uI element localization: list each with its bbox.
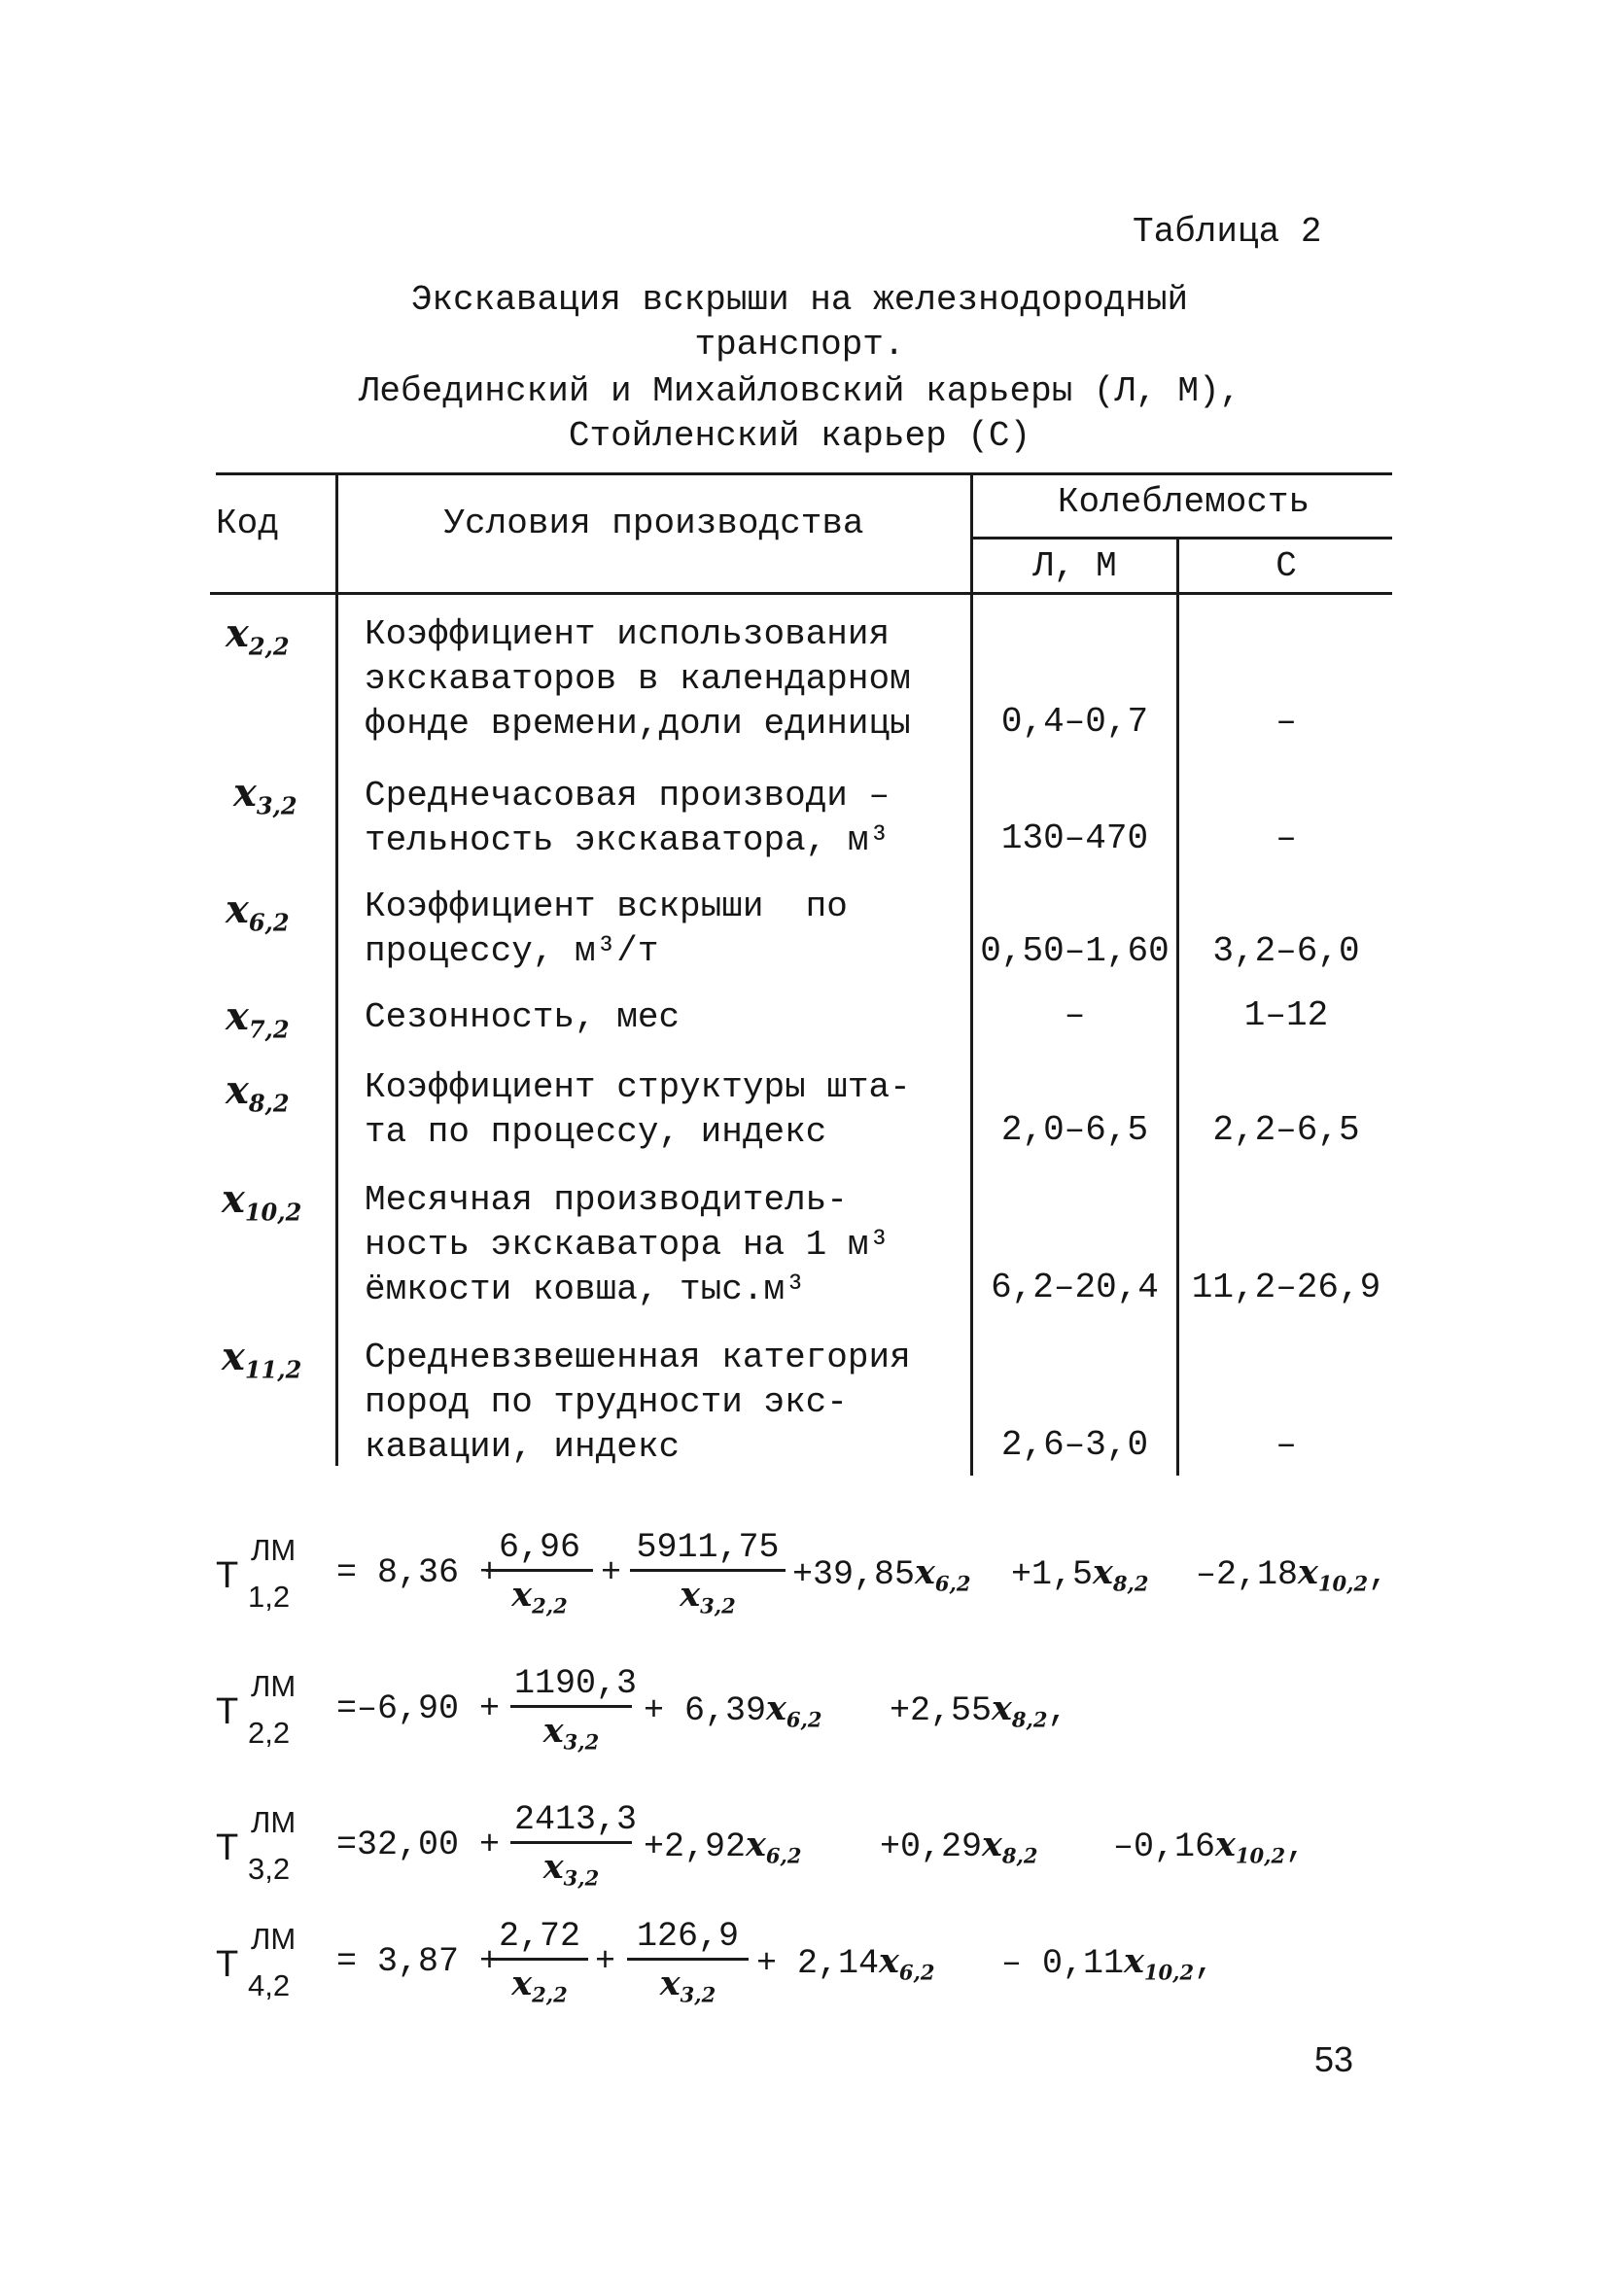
formula-symbol: T: [216, 1827, 239, 1868]
formula-lead: = 8,36 +: [336, 1553, 501, 1592]
formula-superscript: ЛМ: [251, 1533, 297, 1567]
column-rule-code: [335, 474, 338, 1466]
row-condition: Средневзвешенная категория пород по трудности экс- кавации, индекс: [365, 1338, 911, 1467]
formula-subscript: 4,2: [248, 1968, 291, 2002]
formula-term: + $6,39x_{6,2}$: [644, 1688, 822, 1732]
formula-superscript: ЛМ: [251, 1922, 297, 1956]
formula-term: $+0,29x_{8,2}$: [880, 1825, 1038, 1868]
row-condition: Коэффициент вскрыши по процессу, м³/т: [365, 887, 848, 971]
formula-term: $+1,5x_{8,2}$: [1011, 1552, 1149, 1596]
formula-lead: =–6,90 +: [336, 1689, 501, 1728]
header-variability: Колеблемость: [1057, 482, 1310, 522]
row-code: $x_{8,2}$: [226, 1067, 290, 1118]
row-condition: Сезонность, мес: [365, 997, 681, 1037]
table-title-line-1: Экскавация вскрыши на железнодородный: [410, 280, 1189, 320]
formula-operator: +: [595, 1942, 616, 1981]
row-value-lm: 6,2–20,4: [991, 1268, 1159, 1307]
formula-fraction: $\frac{5911,75}{x_{3,2}}$: [630, 1526, 786, 1629]
formula-term: $+2,55x_{8,2}$,: [890, 1688, 1068, 1732]
formula-term: $+39,85x_{6,2}$: [792, 1552, 971, 1596]
row-code: $x_{3,2}$: [233, 770, 297, 820]
row-condition: Коэффициент использования экскаваторов в календарном фонде времени,доли единицы: [365, 614, 911, 744]
formula-subscript: 3,2: [248, 1852, 291, 1886]
table-top-rule: [216, 472, 1392, 475]
row-condition: Среднечасовая производи – тельность экскаватора, м³: [365, 776, 891, 860]
page-number: 53: [1314, 2039, 1354, 2079]
row-condition: Месячная производитель- ность экскаватора на 1 м³ ёмкости ковша, тыс.м³: [365, 1180, 891, 1309]
table-label: Таблица 2: [1133, 212, 1322, 252]
formula-lead: = 3,87 +: [336, 1942, 501, 1981]
row-value-c: 2,2–6,5: [1212, 1110, 1360, 1150]
header-lm: Л, М: [1032, 546, 1117, 586]
header-split-rule: [970, 537, 1392, 539]
row-value-c: 3,2–6,0: [1212, 931, 1360, 971]
formula-symbol: T: [216, 1691, 239, 1732]
formula-fraction: $\frac{2413,3}{x_{3,2}}$: [510, 1798, 632, 1901]
formula-subscript: 1,2: [248, 1580, 291, 1614]
formula-lead: =32,00 +: [336, 1826, 501, 1864]
row-value-lm: 2,0–6,5: [1000, 1110, 1149, 1150]
table-title-line-4: Стойленский карьер (С): [568, 416, 1031, 456]
row-value-c: –: [1275, 702, 1297, 742]
formula-superscript: ЛМ: [251, 1805, 297, 1839]
row-code: $x_{6,2}$: [226, 887, 290, 937]
column-rule-conditions: [970, 474, 973, 1476]
formula-fraction: $\frac{2,72}{x_{2,2}}$: [491, 1915, 588, 2018]
header-c: С: [1275, 546, 1297, 586]
row-code: $x_{11,2}$: [222, 1334, 302, 1384]
formula-fraction: $\frac{6,96}{x_{2,2}}$: [486, 1526, 593, 1629]
row-value-lm: –: [1064, 995, 1086, 1035]
table-title-line-3: Лебединский и Михайловский карьеры (Л, М),: [358, 371, 1241, 411]
header-code: Код: [216, 504, 279, 543]
row-value-c: –: [1275, 1425, 1297, 1465]
row-code: $x_{10,2}$: [222, 1176, 302, 1227]
header-conditions: Условия производства: [443, 504, 864, 543]
row-value-c: 1–12: [1243, 995, 1329, 1035]
formula-term: $-0,16x_{10,2}$,: [1113, 1825, 1307, 1868]
row-value-lm: 2,6–3,0: [1000, 1425, 1149, 1465]
formula-superscript: ЛМ: [251, 1669, 297, 1703]
formula-term: – $0,11x_{10,2}$,: [1001, 1941, 1215, 1985]
formula-term: $+2,92x_{6,2}$: [644, 1825, 802, 1868]
row-value-lm: 130–470: [1000, 818, 1149, 858]
row-code: $x_{7,2}$: [226, 993, 290, 1044]
column-rule-lm: [1176, 538, 1179, 1476]
formula-fraction: $\frac{126,9}{x_{3,2}}$: [627, 1915, 749, 2018]
row-value-lm: 0,50–1,60: [980, 931, 1170, 971]
row-condition: Коэффициент структуры шта- та по процессу, индекс: [365, 1067, 911, 1152]
row-value-c: 11,2–26,9: [1191, 1268, 1381, 1307]
formula-fraction: $\frac{1190,3}{x_{3,2}}$: [510, 1662, 632, 1765]
formula-term: + $2,14x_{6,2}$: [756, 1941, 935, 1985]
formula-subscript: 2,2: [248, 1716, 291, 1750]
row-value-c: –: [1275, 818, 1297, 858]
header-bottom-rule: [210, 592, 1392, 595]
row-code: $x_{2,2}$: [226, 610, 290, 661]
row-value-lm: 0,4–0,7: [1000, 702, 1149, 742]
table-title-line-2: транспорт.: [694, 325, 905, 365]
formula-symbol: T: [216, 1555, 239, 1596]
formula-term: $-2,18x_{10,2}$,: [1196, 1552, 1389, 1596]
formula-operator: +: [601, 1553, 622, 1592]
formula-symbol: T: [216, 1944, 239, 1985]
